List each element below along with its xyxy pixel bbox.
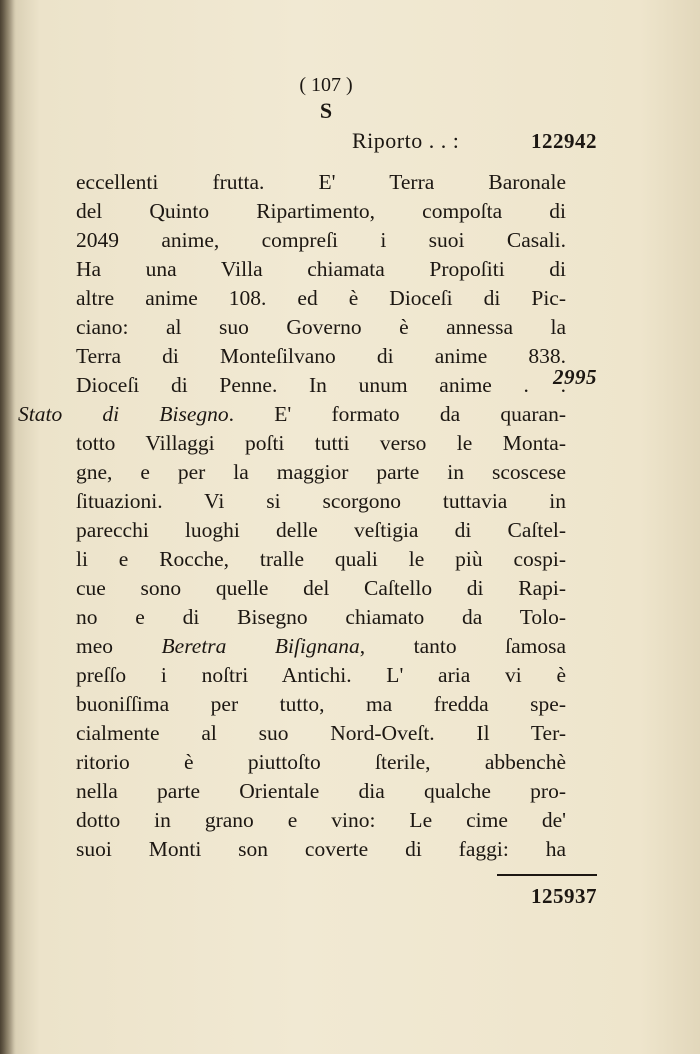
text-line: Dioceſi di Penne. In unum anime . . [76, 373, 566, 397]
book-binding-shadow [0, 0, 16, 1054]
text-line: cialmente al suo Nord-Oveſt. Il Ter- [76, 721, 566, 745]
text-line: dotto in grano e vino: Le cime de' [76, 808, 566, 832]
line-text: . E' formato da quaran- [228, 402, 567, 426]
carried-forward-label: Riporto . . : [352, 128, 460, 153]
new-total-value: 125937 [531, 884, 597, 908]
line-text: meo [76, 634, 114, 658]
text-line: eccellenti frutta. E' Terra Baronale [76, 170, 566, 194]
text-line: ſituazioni. Vi si scorgono tuttavia in [76, 489, 566, 513]
text-line: no e di Bisegno chiamato da Tolo- [76, 605, 566, 629]
text-line: suoi Monti son coverte di faggi: ha [76, 837, 566, 861]
text-line-section-start [18, 400, 566, 429]
text-line: totto Villaggi poſti tutti verso le Monta- [76, 431, 566, 455]
text-line: gne, e per la maggior parte in scoscese [76, 460, 566, 484]
subtotal-value: 2995 [553, 365, 597, 389]
text-line: del Quinto Ripartimento, compoſta di [76, 199, 566, 223]
text-line: cue sono quelle del Caſtello di Rapi- [76, 576, 566, 600]
text-line: Ha una Villa chiamata Propoſiti di [76, 257, 566, 281]
text-line: buoniſſima per tutto, ma fredda spe- [76, 692, 566, 716]
page-number: ( 107 ) [299, 74, 353, 96]
italic-name: Beretra Biſignana [161, 634, 360, 658]
text-line: nella parte Orientale dia qualche pro- [76, 779, 566, 803]
text-line: ciano: al suo Governo è annessa la [76, 315, 566, 339]
line-text: , tanto ſamosa [359, 634, 567, 658]
body-text [18, 168, 567, 864]
text-line: preſſo i noſtri Antichi. L' aria vi è [76, 663, 566, 687]
text-line: parecchi luoghi delle veſtigia di Caſtel- [76, 518, 566, 542]
signature-mark: S [319, 98, 333, 123]
text-line: Terra di Monteſilvano di anime 838. [76, 344, 566, 368]
sum-rule [497, 874, 597, 876]
text-line: li e Rocche, tralle quali le più cospi- [76, 547, 566, 571]
section-heading-italic: Stato di Bisegno [18, 402, 229, 426]
text-line: altre anime 108. ed è Dioceſi di Pic- [76, 286, 566, 310]
text-line: 2049 anime, compreſi i suoi Casali. [76, 228, 566, 252]
carried-forward-total: 122942 [531, 129, 597, 153]
text-line: ritorio è piuttoſto ſterile, abbenchè [76, 750, 566, 774]
text-line [76, 632, 566, 661]
